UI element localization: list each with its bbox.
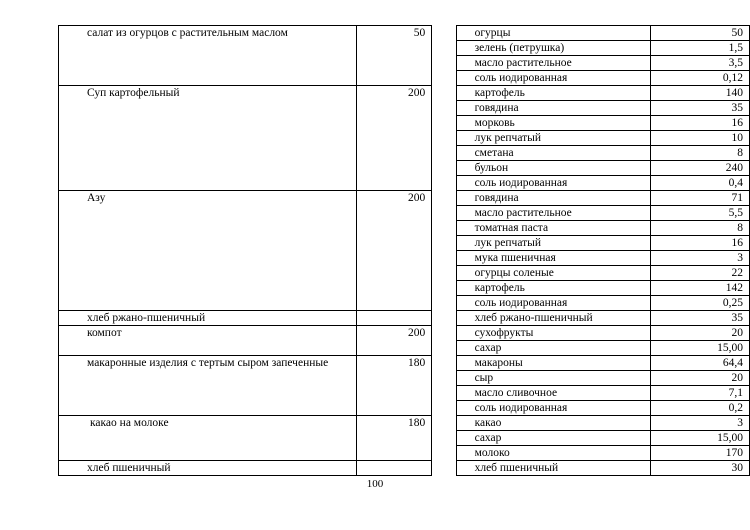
ingredient-name: сухофрукты: [456, 326, 650, 341]
ingredient-name: картофель: [456, 281, 650, 296]
menu-table-body: [59, 26, 750, 476]
column-gap: [432, 86, 456, 191]
ingredient-name: лук репчатый: [456, 236, 650, 251]
ingredient-quantity: 35: [650, 101, 749, 116]
ingredient-name: соль иодированная: [456, 71, 650, 86]
ingredient-quantity: 142: [650, 281, 749, 296]
ingredient-quantity: 22: [650, 266, 749, 281]
ingredient-name: огурцы: [456, 26, 650, 41]
table-row: [59, 191, 750, 206]
ingredient-quantity: 15,00: [650, 431, 749, 446]
ingredient-quantity: 64,4: [650, 356, 749, 371]
page-number: 100: [366, 478, 384, 490]
ingredient-quantity: 20: [650, 371, 749, 386]
ingredient-name: соль иодированная: [456, 296, 650, 311]
column-gap: [432, 461, 456, 476]
ingredient-quantity: 8: [650, 146, 749, 161]
ingredient-quantity: 170: [650, 446, 749, 461]
ingredient-quantity: 0,2: [650, 401, 749, 416]
column-gap: [432, 311, 456, 326]
ingredient-quantity: 8: [650, 221, 749, 236]
ingredient-name: какао: [456, 416, 650, 431]
ingredient-quantity: 3: [650, 416, 749, 431]
dish-yield: [357, 461, 432, 476]
ingredient-quantity: 35: [650, 311, 749, 326]
ingredient-quantity: 50: [650, 26, 749, 41]
ingredient-name: масло сливочное: [456, 386, 650, 401]
ingredient-name: бульон: [456, 161, 650, 176]
ingredient-quantity: 3,5: [650, 56, 749, 71]
ingredient-name: соль иодированная: [456, 401, 650, 416]
ingredient-name: сахар: [456, 431, 650, 446]
ingredient-quantity: 5,5: [650, 206, 749, 221]
ingredient-name: лук репчатый: [456, 131, 650, 146]
dish-yield: 200: [357, 86, 432, 191]
ingredient-quantity: 71: [650, 191, 749, 206]
table-row: [59, 461, 750, 476]
ingredient-name: хлеб пшеничный: [456, 461, 650, 476]
table-row: [59, 416, 750, 431]
ingredient-name: макароны: [456, 356, 650, 371]
dish-yield: 200: [357, 191, 432, 311]
dish-yield: 180: [357, 356, 432, 416]
dish-name: компот: [59, 326, 357, 356]
column-gap: [432, 191, 456, 311]
ingredient-name: соль иодированная: [456, 176, 650, 191]
ingredient-quantity: 3: [650, 251, 749, 266]
ingredient-name: масло растительное: [456, 56, 650, 71]
ingredient-quantity: 140: [650, 86, 749, 101]
ingredient-name: морковь: [456, 116, 650, 131]
table-row: [59, 311, 750, 326]
column-gap: [432, 26, 456, 86]
ingredient-name: молоко: [456, 446, 650, 461]
table-row: [59, 86, 750, 101]
ingredient-name: сметана: [456, 146, 650, 161]
ingredient-name: хлеб ржано-пшеничный: [456, 311, 650, 326]
ingredient-quantity: 16: [650, 116, 749, 131]
menu-table: [58, 25, 750, 476]
column-gap: [432, 326, 456, 356]
ingredient-name: сахар: [456, 341, 650, 356]
ingredient-name: сыр: [456, 371, 650, 386]
ingredient-name: томатная паста: [456, 221, 650, 236]
table-row: [59, 326, 750, 341]
dish-name: какао на молоке: [59, 416, 357, 461]
ingredient-name: масло растительное: [456, 206, 650, 221]
dish-yield: 200: [357, 326, 432, 356]
dish-name: салат из огурцов с растительным маслом: [59, 26, 357, 86]
ingredient-quantity: 0,25: [650, 296, 749, 311]
column-gap: [432, 416, 456, 461]
ingredient-quantity: 15,00: [650, 341, 749, 356]
ingredient-name: зелень (петрушка): [456, 41, 650, 56]
ingredient-quantity: 240: [650, 161, 749, 176]
ingredient-quantity: 0,4: [650, 176, 749, 191]
ingredient-quantity: 7,1: [650, 386, 749, 401]
ingredient-quantity: 0,12: [650, 71, 749, 86]
ingredient-quantity: 30: [650, 461, 749, 476]
dish-name: хлеб пшеничный: [59, 461, 357, 476]
table-row: [59, 356, 750, 371]
dish-name: Суп картофельный: [59, 86, 357, 191]
dish-yield: 180: [357, 416, 432, 461]
ingredient-quantity: 16: [650, 236, 749, 251]
ingredient-name: говядина: [456, 191, 650, 206]
ingredient-name: огурцы соленые: [456, 266, 650, 281]
dish-yield: 50: [357, 26, 432, 86]
dish-yield: [357, 311, 432, 326]
dish-name: макаронные изделия с тертым сыром запеченные: [59, 356, 357, 416]
dish-name: хлеб ржано-пшеничный: [59, 311, 357, 326]
column-gap: [432, 356, 456, 416]
ingredient-name: говядина: [456, 101, 650, 116]
ingredient-quantity: 20: [650, 326, 749, 341]
ingredient-quantity: 1,5: [650, 41, 749, 56]
dish-name: Азу: [59, 191, 357, 311]
ingredient-name: картофель: [456, 86, 650, 101]
table-row: [59, 26, 750, 41]
ingredient-name: мука пшеничная: [456, 251, 650, 266]
ingredient-quantity: 10: [650, 131, 749, 146]
